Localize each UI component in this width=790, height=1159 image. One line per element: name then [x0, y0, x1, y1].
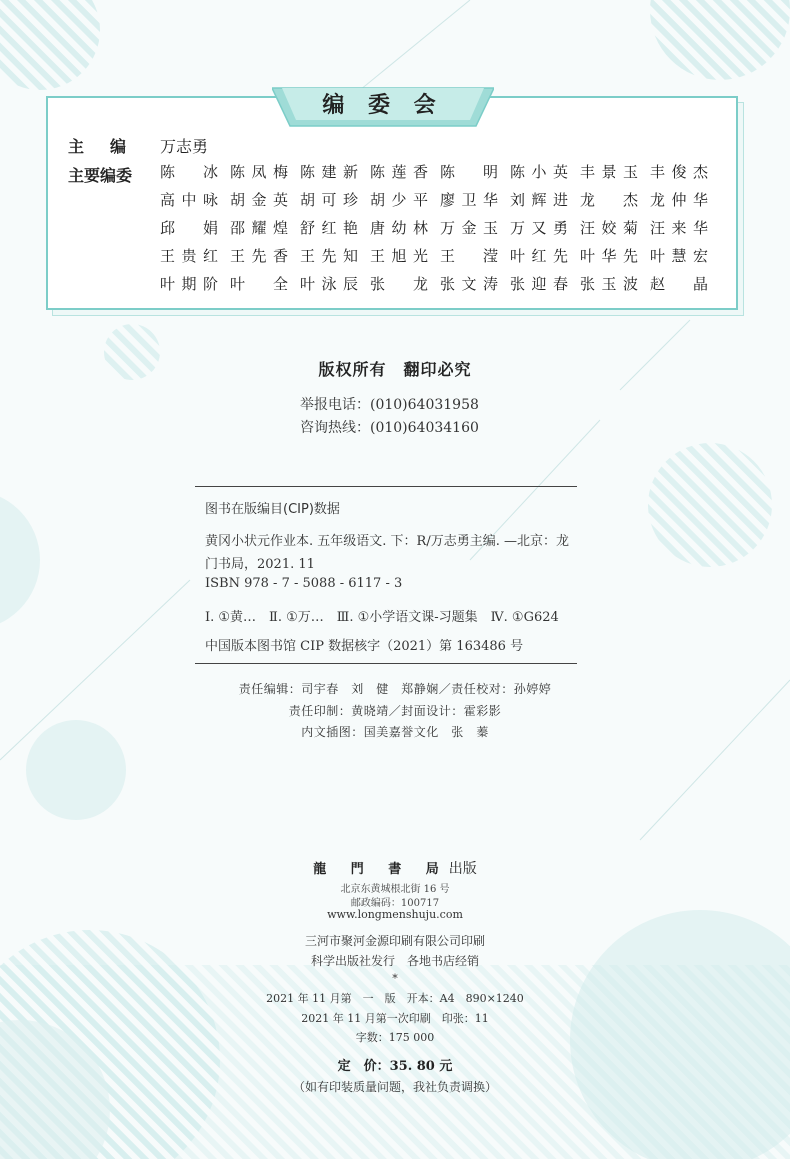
editor-name: 陈明: [440, 163, 498, 181]
publisher-website: www.longmenshuju.com: [327, 908, 463, 921]
cip-top-rule: [195, 486, 577, 487]
word-count: 字数：175 000: [355, 1031, 435, 1044]
editor-name: 胡金英: [230, 191, 288, 209]
editor-name: 叶华先: [580, 247, 638, 265]
editor-name: 刘辉进: [510, 191, 568, 209]
editor-name: 叶泳辰: [300, 275, 358, 293]
editor-name: 邵耀煌: [230, 219, 288, 237]
editor-name: 叶红先: [510, 247, 568, 265]
chief-editor-name: 万志勇: [160, 137, 209, 156]
publisher-postcode: 邮政编码：100717: [350, 898, 440, 909]
cip-record-number: 中国版本图书馆 CIP 数据核字（2021）第 163486 号: [205, 639, 524, 654]
editor-name: 陈莲香: [370, 163, 428, 181]
report-phone: 举报电话：(010)64031958: [300, 397, 479, 413]
publisher-name: [0, 858, 790, 878]
separator-star: *: [392, 972, 398, 985]
printing-info: 2021 年 11 月第一次印刷 印张：11: [301, 1012, 489, 1025]
editors-grid: [160, 160, 720, 296]
editor-name: 张玉波: [580, 275, 638, 293]
editor-name: 王先香: [230, 247, 288, 265]
consult-phone: 咨询热线：(010)64034160: [300, 420, 479, 436]
cip-isbn: ISBN 978 - 7 - 5088 - 6117 - 3: [205, 576, 403, 591]
staff-line: 责任编辑：司宇春 刘 健 郑静娴／责任校对：孙婷婷: [238, 682, 552, 696]
editor-name: 叶全: [230, 275, 288, 293]
cip-line: 黄冈小状元作业本. 五年级语文. 下：R/万志勇主编. —北京：龙: [205, 534, 569, 549]
editor-name: 龙杰: [580, 191, 638, 209]
editor-name: 叶慧宏: [650, 247, 708, 265]
editor-name: 龙仲华: [650, 191, 708, 209]
editor-name: 陈凤梅: [230, 163, 288, 181]
editor-name: 胡可珍: [300, 191, 358, 209]
editor-name: 张迎春: [510, 275, 568, 293]
main-editors-role: 主要编委: [68, 166, 133, 185]
staff-line: 内文插图：国美嘉誉文化 张 蓁: [301, 725, 489, 739]
editor-name: 汪姣菊: [580, 219, 638, 237]
cip-bottom-rule: [195, 663, 577, 664]
editor-name: 汪来华: [650, 219, 708, 237]
board-title: 编 委 会: [322, 93, 444, 118]
editor-name: 丰俊杰: [650, 163, 708, 181]
editor-name: 唐幼林: [370, 219, 428, 237]
cip-classification: Ⅰ. ①黄… Ⅱ. ①万… Ⅲ. ①小学语文课-习题集 Ⅳ. ①G624: [205, 610, 559, 625]
editor-name: 邱娟: [160, 219, 218, 237]
editor-name: 陈冰: [160, 163, 218, 181]
editor-name: 高中咏: [160, 191, 218, 209]
editor-name: 万又勇: [510, 219, 568, 237]
editor-name: 张龙: [370, 275, 428, 293]
copyright-notice: 版权所有 翻印必究: [318, 360, 472, 379]
editor-name: 万金玉: [440, 219, 498, 237]
editor-name: 张文涛: [440, 275, 498, 293]
editor-name: 王先知: [300, 247, 358, 265]
editor-name: 陈小英: [510, 163, 568, 181]
quality-notice: （如有印装质量问题，我社负责调换）: [292, 1080, 497, 1094]
editor-name: 王贵红: [160, 247, 218, 265]
edition-info: 2021 年 11 月第 一 版 开本：A4 890×1240: [266, 992, 524, 1005]
editor-name: 叶期阶: [160, 275, 218, 293]
editor-name: 廖卫华: [440, 191, 498, 209]
staff-line: 责任印制：黄晓靖／封面设计：霍彩影: [288, 704, 502, 718]
chief-editor-role: 主编: [68, 137, 153, 156]
cip-heading: 图书在版编目(CIP)数据: [205, 502, 340, 517]
printer-info: 三河市聚河金源印刷有限公司印刷: [304, 934, 485, 948]
editor-name: 王旭光: [370, 247, 428, 265]
editor-name: 胡少平: [370, 191, 428, 209]
cip-line: 门书局，2021. 11: [205, 557, 315, 572]
editor-name: 王滢: [440, 247, 498, 265]
publisher-logo-text: 龍 門 書 局: [313, 862, 449, 877]
editor-name: 赵晶: [650, 275, 708, 293]
editor-name: 陈建新: [300, 163, 358, 181]
publisher-suffix: 出版: [448, 861, 477, 877]
price: 定 价：35. 80 元: [337, 1059, 453, 1074]
editor-name: 丰景玉: [580, 163, 638, 181]
distributor-info: 科学出版社发行 各地书店经销: [310, 954, 479, 968]
publisher-address: 北京东黄城根北街 16 号: [340, 884, 450, 895]
editor-name: 舒红艳: [300, 219, 358, 237]
